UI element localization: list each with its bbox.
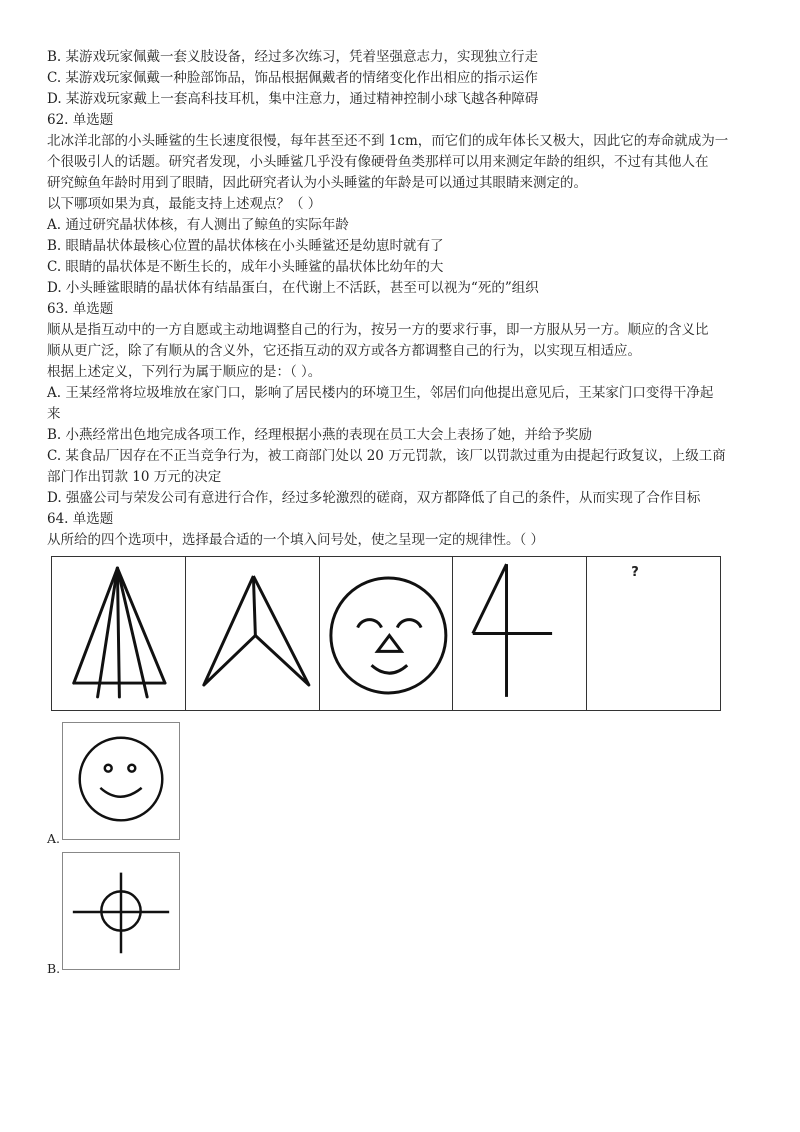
text-line: 个很吸引人的话题。研究者发现，小头睡鲨几乎没有像硬骨鱼类那样可以用来测定年龄的组织，不过有其他人在 (47, 154, 709, 170)
option-text: C. 某食品厂因存在不正当竞争行为，被工商部门处以 20 万元罚款，该厂以罚款过重为由提起行政复议，上级工商 (47, 448, 726, 464)
option-text: 来 (47, 406, 61, 422)
option-text: A. 王某经常将垃圾堆放在家门口，影响了居民楼内的环境卫生，邻居们向他提出意见后，王某家门口变得干净起 (47, 385, 714, 401)
option-a-figure[interactable] (62, 722, 180, 840)
text-line: 顺从是指互动中的一方自愿或主动地调整自己的行为，按另一方的要求行事，即一方服从另一方。顺应的含义比 (47, 322, 709, 338)
option-a-label: A. (47, 831, 61, 846)
text-line: C. 某游戏玩家佩戴一种脸部饰品，饰品根据佩戴者的情绪变化作出相应的指示运作 (47, 70, 538, 86)
option-b-label: B. (47, 961, 61, 976)
figure-panel-5 (587, 557, 720, 710)
question-mark: ? (631, 565, 639, 580)
question-heading: 62. 单选题 (47, 112, 114, 128)
crosshair-circle-icon (63, 853, 179, 969)
question-heading: 64. 单选题 (47, 511, 114, 527)
option-text: C. 眼睛的晶状体是不断生长的，成年小头睡鲨的晶状体比幼年的大 (47, 259, 444, 275)
option-text: A. 通过研究晶状体核，有人测出了鲸鱼的实际年龄 (47, 217, 349, 233)
text-line: 以下哪项如果为真，最能支持上述观点？（ ） (47, 196, 322, 212)
option-text: 部门作出罚款 10 万元的决定 (47, 469, 222, 485)
figure-panel-3 (320, 557, 454, 710)
face-figure (320, 557, 453, 710)
figure-panel-1 (52, 557, 186, 710)
option-b-figure[interactable] (62, 852, 180, 970)
smiley-face-icon (63, 723, 179, 839)
text-line: 北冰洋北部的小头睡鲨的生长速度很慢，每年甚至还不到 1cm，而它们的成年体长又极大，因此它的寿命就成为一 (47, 133, 729, 149)
option-text: B. 小燕经常出色地完成各项工作，经理根据小燕的表现在员工大会上表扬了她，并给予奖励 (47, 427, 593, 443)
text-line: 从所给的四个选项中，选择最合适的一个填入问号处，使之呈现一定的规律性。（ ） (47, 532, 545, 548)
option-text: D. 强盛公司与荣发公司有意进行合作，经过多轮激烈的磋商，双方都降低了自己的条件，从而实现了合作目标 (47, 490, 701, 506)
digit-four-figure (453, 557, 586, 710)
option-text: B. 眼睛晶状体最核心位置的晶状体核在小头睡鲨还是幼崽时就有了 (47, 238, 444, 254)
text-line: B. 某游戏玩家佩戴一套义肢设备，经过多次练习，凭着坚强意志力，实现独立行走 (47, 49, 539, 65)
question-heading: 63. 单选题 (47, 301, 114, 317)
figure-panel-2 (186, 557, 320, 710)
text-line: 研究鲸鱼年龄时用到了眼睛，因此研究者认为小头睡鲨的年龄是可以通过其眼睛来测定的。 (47, 175, 587, 191)
text-line: D. 某游戏玩家戴上一套高科技耳机，集中注意力，通过精神控制小球飞越各种障碍 (47, 91, 539, 107)
figure-panel-4 (453, 557, 587, 710)
text-line: 根据上述定义，下列行为属于顺应的是：（ ）。 (47, 364, 322, 380)
arrowhead-figure (186, 557, 319, 710)
triangle-fan-figure (52, 557, 185, 710)
figure-sequence (51, 556, 721, 711)
text-line: 顺从更广泛，除了有顺从的含义外，它还指互动的双方或各方都调整自己的行为，以实现互相适应。 (47, 343, 641, 359)
option-text: D. 小头睡鲨眼睛的晶状体有结晶蛋白，在代谢上不活跃，甚至可以视为“死的”组织 (47, 280, 539, 296)
